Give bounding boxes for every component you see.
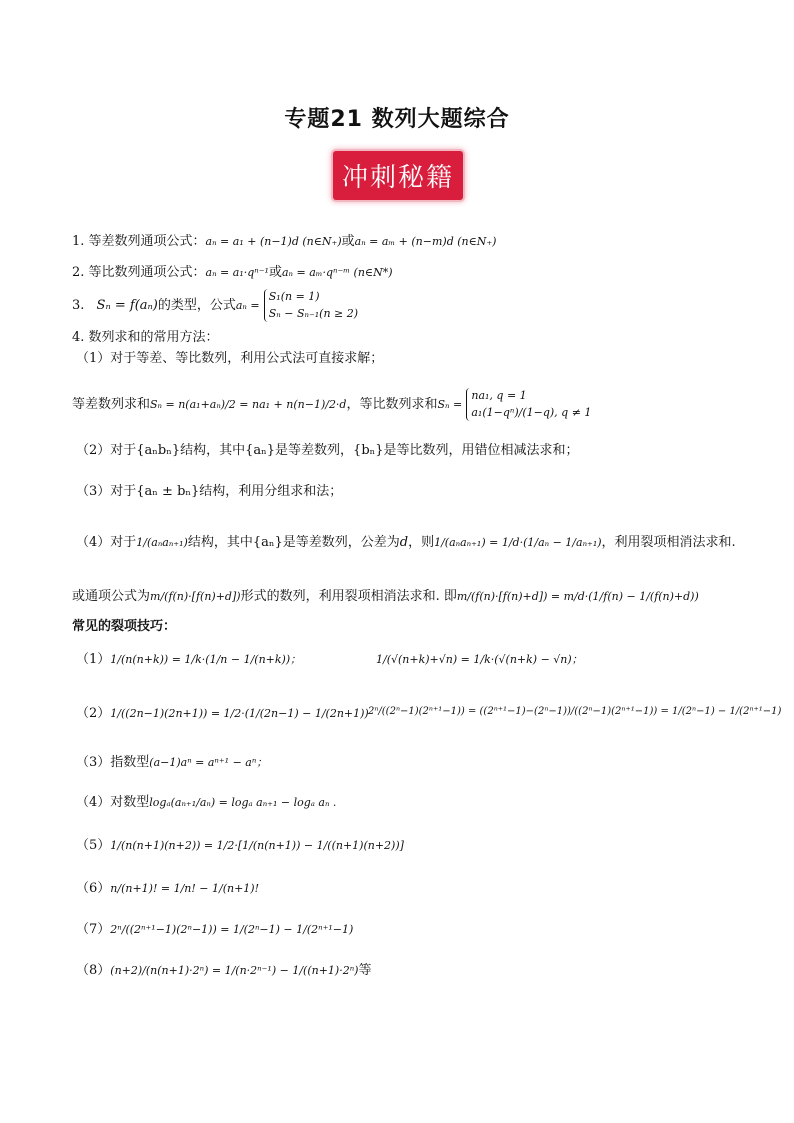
item-4-5-a: 或通项公式为 bbox=[72, 589, 151, 604]
item-4-2: （2）对于{aₙbₙ}结构，其中{aₙ}是等差数列，{bₙ}是等比数列，用错位相减法求和； bbox=[76, 443, 579, 458]
item-1-formula-2: aₙ = aₘ + (n−m)d (n∈N₊) bbox=[354, 235, 497, 248]
geo-sum-case-2: a₁(1−qⁿ)/(1−q), q ≠ 1 bbox=[471, 405, 592, 419]
tip-5 bbox=[76, 838, 404, 854]
tip-4-formula: logₐ(aₙ₊₁/aₙ) = logₐ aₙ₊₁ − logₐ aₙ . bbox=[149, 796, 337, 809]
item-3-sn: Sₙ = f(aₙ) bbox=[96, 298, 158, 313]
item-3-case-1: S₁(n = 1) bbox=[268, 290, 320, 303]
geo-sum-case-1: na₁, q = 1 bbox=[471, 389, 527, 402]
page-title: 专题21 数列大题综合 bbox=[284, 107, 510, 132]
sum-formulas: 等差数列求和Sₙ = n(a₁+aₙ)/2 = na₁ + n(n−1)/2·d，等比数列求和Sₙ = na₁, q = 1 a₁(1−qⁿ)/(1−q), q ≠ 1 bbox=[72, 388, 591, 421]
tip-6-formula: n/(n+1)! = 1/n! − 1/(n+1)! bbox=[110, 882, 260, 895]
tip-1-formula: 1/(n(n+k)) = 1/k·(1/n − 1/(n+k))； bbox=[110, 653, 302, 666]
item-1 bbox=[72, 234, 496, 250]
tip-1-label: （1） bbox=[76, 652, 111, 667]
tip-1 bbox=[76, 652, 301, 668]
geo-sum-label: ，等比数列求和 bbox=[346, 397, 438, 412]
item-3-an: aₙ = bbox=[235, 299, 260, 312]
tip-2-label: （2） bbox=[76, 706, 111, 721]
item-4-label: 4. 数列求和的常用方法： bbox=[72, 330, 219, 345]
item-1-or: 或 bbox=[341, 234, 355, 249]
tip-1b bbox=[376, 652, 583, 668]
tip-6 bbox=[76, 881, 259, 897]
tip-2 bbox=[76, 706, 369, 722]
tip-1b-formula: 1/(√(n+k)+√n) = 1/k·(√(n+k) − √n)； bbox=[376, 653, 583, 666]
tips-heading: 常见的裂项技巧： bbox=[72, 619, 177, 634]
item-1-formula: aₙ = a₁ + (n−1)d (n∈N₊) bbox=[205, 235, 342, 248]
item-3-text: 的类型，公式 bbox=[157, 298, 236, 313]
badge-label: 冲刺秘籍 bbox=[341, 163, 454, 193]
tip-7-formula: 2ⁿ/((2ⁿ⁺¹−1)(2ⁿ−1)) = 1/(2ⁿ−1) − 1/(2ⁿ⁺¹−1) bbox=[110, 923, 354, 936]
item-3-number: 3. bbox=[72, 298, 85, 313]
arith-sum-label: 等差数列求和 bbox=[72, 397, 151, 412]
item-4-4-d: d bbox=[399, 535, 409, 550]
tip-4 bbox=[76, 795, 336, 811]
item-2 bbox=[72, 265, 392, 281]
item-4-4-b: 1/(aₙaₙ₊₁) bbox=[136, 536, 188, 549]
item-4-5-d: m/(f(n)·[f(n)+d]) = m/d·(1/f(n) − 1/(f(n)+d)) bbox=[456, 590, 699, 603]
tip-2b bbox=[368, 706, 781, 718]
item-4-4 bbox=[76, 535, 736, 551]
item-2-formula: aₙ = a₁·qⁿ⁻¹ bbox=[205, 266, 269, 279]
tip-3 bbox=[76, 755, 267, 771]
tip-2-formula: 1/((2n−1)(2n+1)) = 1/2·(1/(2n−1) − 1/(2n+1)) bbox=[110, 707, 369, 720]
item-1-label: 1. 等差数列通项公式： bbox=[72, 234, 206, 249]
item-4-5-c: 形式的数列，利用裂项相消法求和. 即 bbox=[240, 589, 457, 604]
item-4-3: （3）对于{aₙ ± bₙ}结构，利用分组求和法； bbox=[76, 484, 343, 499]
item-3-cases bbox=[264, 289, 358, 322]
item-2-label: 2. 等比数列通项公式： bbox=[72, 265, 206, 280]
item-4-1: （1）对于等差、等比数列，利用公式法可直接求解； bbox=[76, 351, 384, 366]
tip-7-label: （7） bbox=[76, 922, 111, 937]
arith-sum-formula: Sₙ = n(a₁+aₙ)/2 = na₁ + n(n−1)/2·d bbox=[150, 398, 347, 411]
tip-3-label: （3）指数型 bbox=[76, 755, 150, 770]
item-4-4-g: ，利用裂项相消法求和. bbox=[601, 535, 736, 550]
tip-8 bbox=[76, 963, 371, 979]
tip-8-formula: (n+2)/(n(n+1)·2ⁿ) = 1/(n·2ⁿ⁻¹) − 1/((n+1)·2ⁿ) bbox=[110, 964, 359, 977]
tip-2b-formula: 2ⁿ/((2ⁿ−1)(2ⁿ⁺¹−1)) = ((2ⁿ⁺¹−1)−(2ⁿ−1))/((2ⁿ−1)(2ⁿ⁺¹−1)) = 1/(2ⁿ−1) − 1/(2ⁿ⁺¹−1) bbox=[368, 706, 782, 717]
item-4-4-a: （4）对于 bbox=[76, 535, 137, 550]
tip-5-label: （5） bbox=[76, 838, 111, 853]
item-3 bbox=[72, 289, 358, 322]
item-4-4-e: ，则 bbox=[408, 535, 435, 550]
sprint-tips-badge bbox=[333, 151, 463, 200]
item-3-case-2: Sₙ − Sₙ₋₁(n ≥ 2) bbox=[268, 306, 359, 320]
tip-6-label: （6） bbox=[76, 881, 111, 896]
tip-8-end: 等 bbox=[358, 963, 372, 978]
tip-5-formula: 1/(n(n+1)(n+2)) = 1/2·[1/(n(n+1)) − 1/((n+1)(n+2))] bbox=[110, 839, 404, 852]
item-4-5 bbox=[72, 589, 699, 605]
geo-sum-cases bbox=[466, 388, 591, 421]
item-4-5-b: m/(f(n)·[f(n)+d]) bbox=[150, 590, 241, 603]
tip-4-label: （4）对数型 bbox=[76, 795, 150, 810]
tip-3-formula: (a−1)aⁿ = aⁿ⁺¹ − aⁿ； bbox=[149, 756, 268, 769]
tip-8-label: （8） bbox=[76, 963, 111, 978]
tip-7 bbox=[76, 922, 353, 938]
item-2-or: 或 bbox=[268, 265, 282, 280]
item-4-4-c: 结构，其中{aₙ}是等差数列，公差为 bbox=[187, 535, 400, 550]
item-4-4-f: 1/(aₙaₙ₊₁) = 1/d·(1/aₙ − 1/aₙ₊₁) bbox=[434, 536, 602, 549]
item-2-formula-2: aₙ = aₘ·qⁿ⁻ᵐ (n∈N*) bbox=[281, 266, 393, 279]
